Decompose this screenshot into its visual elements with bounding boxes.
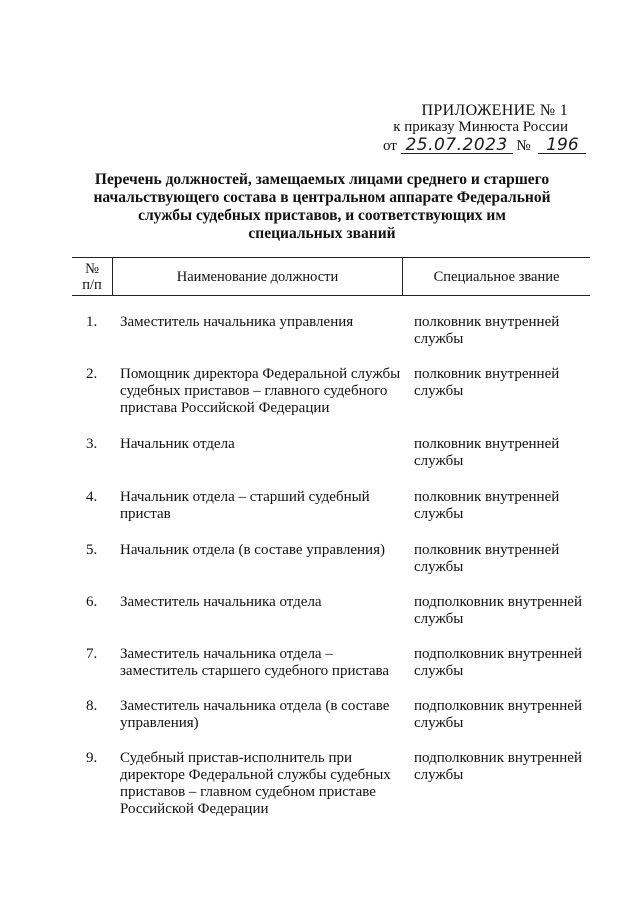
- row-rank: полковник внутренней службы: [414, 542, 560, 575]
- row-rank: полковник внутренней службы: [414, 366, 560, 399]
- row-rank: подполковник внутренней службы: [414, 698, 582, 731]
- row-number: 8.: [86, 698, 98, 714]
- header-num-line2: п/п: [82, 276, 102, 293]
- row-position: Начальник отдела (в составе управления): [120, 542, 385, 558]
- row-position: Заместитель начальника отдела (в составе управления): [120, 698, 390, 731]
- header-position-name: Наименование должности: [176, 268, 339, 285]
- appendix-block: [393, 102, 568, 136]
- row-position: Начальник отдела: [120, 436, 235, 452]
- header-num-line1: №: [85, 260, 99, 277]
- row-number: 1.: [86, 314, 98, 330]
- appendix-subtitle: к приказу Минюста России: [393, 119, 568, 135]
- appendix-title: ПРИЛОЖЕНИЕ № 1: [421, 102, 568, 119]
- handwritten-number: 196: [538, 137, 586, 154]
- row-rank: подполковник внутренней службы: [414, 750, 582, 783]
- row-rank: подполковник внутренней службы: [414, 646, 582, 679]
- number-prefix: №: [516, 138, 531, 154]
- row-number: 3.: [86, 436, 98, 452]
- document-heading: Перечень должностей, замещаемых лицами среднего и старшего начальствующего состава в центральном аппарате Федеральной службы судебных приставов, и соответствующих им специальных званий: [93, 171, 551, 242]
- order-reference: [383, 137, 586, 155]
- row-position: Заместитель начальника отдела – заместитель старшего судебного пристава: [120, 646, 390, 679]
- row-position: Заместитель начальника управления: [120, 314, 354, 330]
- row-rank: полковник внутренней службы: [414, 489, 560, 522]
- row-number: 5.: [86, 542, 98, 558]
- row-number: 2.: [86, 366, 98, 382]
- row-position: Судебный пристав-исполнитель при директоре Федеральной службы судебных приставов – главном судебном приставе Российской Федерации: [120, 750, 391, 817]
- date-prefix: от: [383, 138, 397, 154]
- row-rank: полковник внутренней службы: [414, 314, 560, 347]
- header-special-rank: Специальное звание: [433, 268, 560, 285]
- header-num: [72, 258, 112, 295]
- table-header: [72, 257, 590, 296]
- handwritten-date: 25.07.2023: [401, 137, 513, 154]
- row-number: 4.: [86, 489, 98, 505]
- row-position: Начальник отдела – старший судебный пристав: [120, 489, 370, 522]
- row-rank: подполковник внутренней службы: [414, 594, 582, 627]
- row-number: 6.: [86, 594, 98, 610]
- row-position: Заместитель начальника отдела: [120, 594, 322, 610]
- row-number: 7.: [86, 646, 98, 662]
- row-position: Помощник директора Федеральной службы судебных приставов – главного судебного пристава Российской Федерации: [120, 366, 401, 416]
- row-number: 9.: [86, 750, 98, 766]
- row-rank: полковник внутренней службы: [414, 436, 560, 469]
